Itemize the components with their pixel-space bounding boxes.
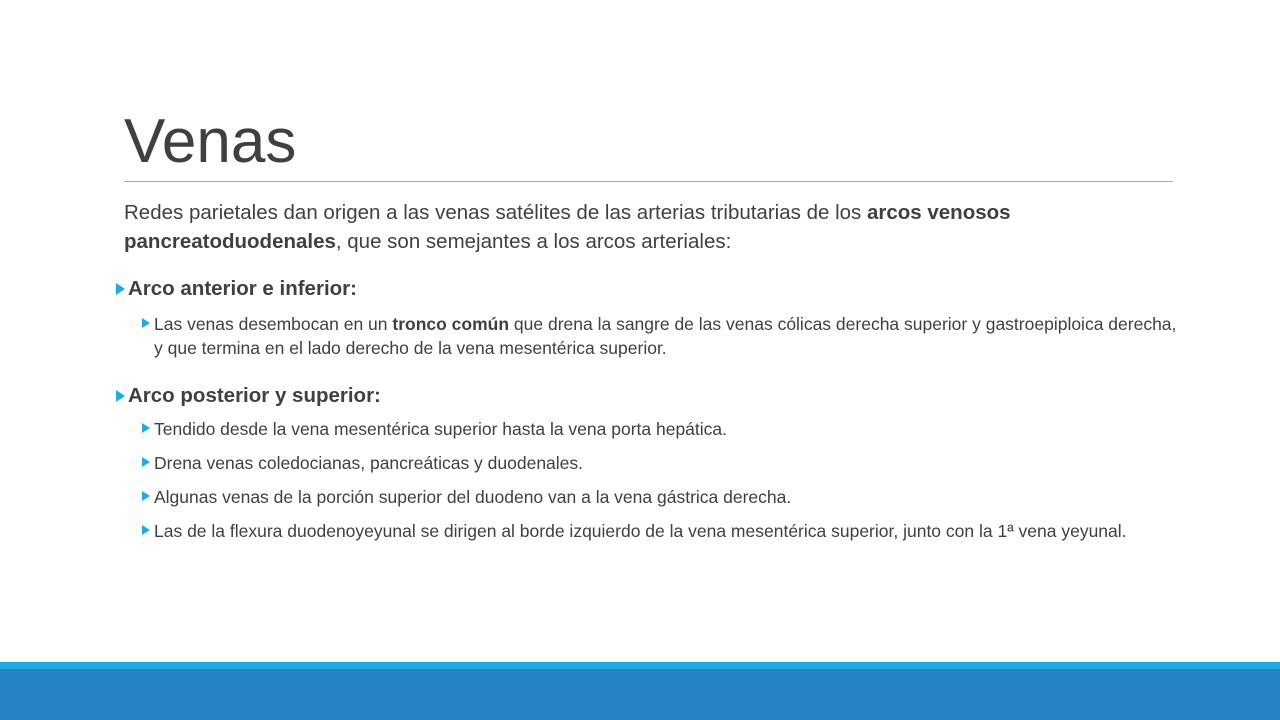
footer-bar [0,669,1280,720]
list-item [142,417,1186,441]
arrow-bullet-icon [142,423,150,433]
arrow-bullet-icon [142,525,150,535]
arrow-bullet-icon [116,283,125,295]
section-arco-posterior [116,382,1186,543]
section-heading [116,275,1186,303]
list-item-text: Drena venas coledocianas, pancreáticas y duodenales. [154,453,584,473]
footer-accent-line [0,662,1280,669]
arrow-bullet-icon [142,318,150,328]
list-item-text: Tendido desde la vena mesentérica superior hasta la vena porta hepática. [154,419,728,439]
section-heading-text: Arco posterior y superior: [128,384,381,407]
intro-paragraph [124,198,1174,256]
list-item [142,451,1186,475]
arrow-bullet-icon [116,390,125,402]
list-item-text-pre: Las venas desembocan en un [154,314,393,334]
list-item [142,519,1186,543]
list-item [142,485,1186,509]
section-heading-text: Arco anterior e inferior: [128,277,357,300]
section-arco-anterior [116,275,1186,360]
intro-text-1: Redes parietales dan origen a las venas satélites de las arterias tributarias de los [124,201,867,224]
list-item-text-post: que drena la sangre de las venas cólicas derecha superior y gastroepiploica derecha, y que termina en el lado derecho de la vena mesentérica superior. [154,314,1177,358]
list-item [142,312,1186,360]
arrow-bullet-icon [142,457,150,467]
intro-text-2: , que son semejantes a los arcos arteriales: [335,230,732,253]
list-item-text [154,312,1186,360]
list-item-bold-text: tronco común [392,314,510,334]
list-item-text: Las de la flexura duodenoyeyunal se dirigen al borde izquierdo de la vena mesentérica superior, junto con la 1ª vena yeyunal. [154,521,1127,541]
arrow-bullet-icon [142,491,150,501]
title-divider [124,181,1173,182]
intro-bold-text: arcos venosos pancreatoduodenales [124,201,1011,253]
slide-title: Venas [124,107,297,176]
section-heading [116,382,1186,410]
list-item-text: Algunas venas de la porción superior del duodeno van a la vena gástrica derecha. [154,487,792,507]
